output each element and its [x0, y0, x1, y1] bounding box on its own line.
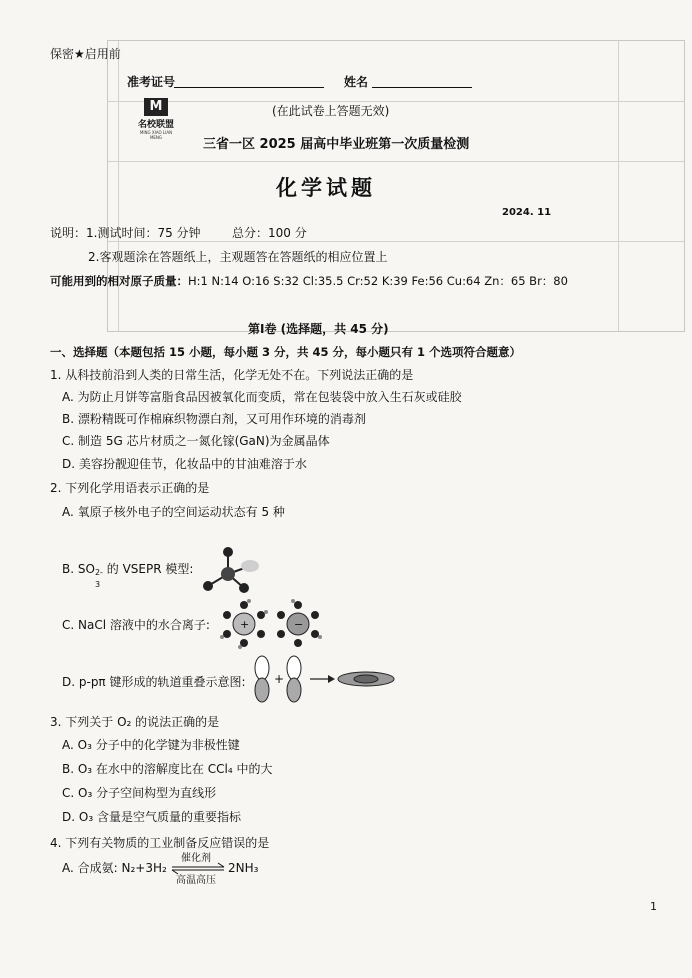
exam-date: 2024. 11 — [502, 207, 552, 218]
orbital-overlap-icon — [254, 656, 414, 702]
name-label: 姓名 — [344, 75, 369, 89]
q1-option-a[interactable]: A. 为防止月饼等富脂食品因被氧化而变质，常在包装袋中放入生石灰或硅胶 — [62, 390, 462, 404]
q2-option-c[interactable]: C. NaCl 溶液中的水合离子: — [62, 618, 210, 632]
part-title: 一、选择题（本题包括 15 小题，每小题 3 分，共 45 分，每小题只有 1 个选项符合题意） — [50, 345, 522, 359]
q3-option-b[interactable]: B. O₃ 在水中的溶解度比在 CCl₄ 中的大 — [62, 762, 273, 776]
q4-option-a-product: 2NH₃ — [228, 861, 259, 875]
q1-option-c[interactable]: C. 制造 5G 芯片材质之一氮化镓(GaN)为金属晶体 — [62, 434, 330, 448]
svg-text:+: + — [240, 618, 250, 631]
name-field[interactable] — [372, 75, 472, 88]
q1-option-b[interactable]: B. 漂粉精既可作棉麻织物漂白剂，又可用作环境的消毒剂 — [62, 412, 366, 426]
school-logo: M 名校联盟 MING XIAO LIAN MENG — [137, 99, 174, 140]
section-title: 第Ⅰ卷 (选择题，共 45 分) — [248, 322, 389, 336]
secret-label: 保密★启用前 — [50, 47, 121, 61]
svg-text:+: + — [274, 672, 285, 686]
instruction-time: 说明：1.测试时间：75 分钟 — [50, 226, 201, 240]
instruction-answer: 2.客观题涂在答题纸上，主观题答在答题纸的相应位置上 — [88, 250, 388, 264]
q1-option-d[interactable]: D. 美容扮靓迎佳节，化妆品中的甘油难溶于水 — [62, 457, 307, 471]
exam-id-field[interactable] — [174, 75, 324, 88]
q3-stem: 3. 下列关于 O₂ 的说法正确的是 — [50, 715, 220, 729]
page-number: 1 — [650, 900, 657, 913]
page-title: 化学试题 — [276, 175, 376, 200]
q3-option-a[interactable]: A. O₃ 分子中的化学键为非极性键 — [62, 738, 240, 752]
svg-text:−: − — [294, 618, 304, 631]
q2-stem: 2. 下列化学用语表示正确的是 — [50, 481, 210, 495]
q3-option-c[interactable]: C. O₃ 分子空间构型为直线形 — [62, 786, 217, 800]
q2-option-b[interactable]: B. SO 2- 3 的 VSEPR 模型: — [62, 562, 194, 589]
atomic-masses: 可能用到的相对原子质量：H:1 N:14 O:16 S:32 Cl:35.5 Cr:52 K:39 Fe:56 Cu:64 Zn：65 Br：80 — [50, 274, 568, 288]
q4-option-a[interactable]: A. 合成氨: N₂+3H₂ — [62, 861, 167, 875]
invalid-note: (在此试卷上答题无效) — [272, 104, 390, 118]
q2-option-a[interactable]: A. 氧原子核外电子的空间运动状态有 5 种 — [62, 505, 285, 519]
instruction-score: 总分：100 分 — [232, 226, 307, 240]
reversible-arrow-icon — [172, 866, 226, 872]
q2-option-d[interactable]: D. p-pπ 键形成的轨道重叠示意图: — [62, 675, 246, 689]
hydrated-ions-icon — [222, 600, 332, 652]
reaction-condition-top: 催化剂 — [181, 853, 211, 864]
exam-name: 三省一区 2025 届高中毕业班第一次质量检测 — [203, 137, 470, 152]
reaction-condition-bottom: 高温高压 — [176, 875, 216, 886]
q3-option-d[interactable]: D. O₃ 含量是空气质量的重要指标 — [62, 810, 241, 824]
exam-id-label: 准考证号 — [127, 75, 176, 89]
logo-mark-icon: M — [144, 98, 168, 116]
q1-stem: 1. 从科技前沿到人类的日常生活，化学无处不在。下列说法正确的是 — [50, 368, 414, 382]
q4-stem: 4. 下列有关物质的工业制备反应错误的是 — [50, 836, 270, 850]
